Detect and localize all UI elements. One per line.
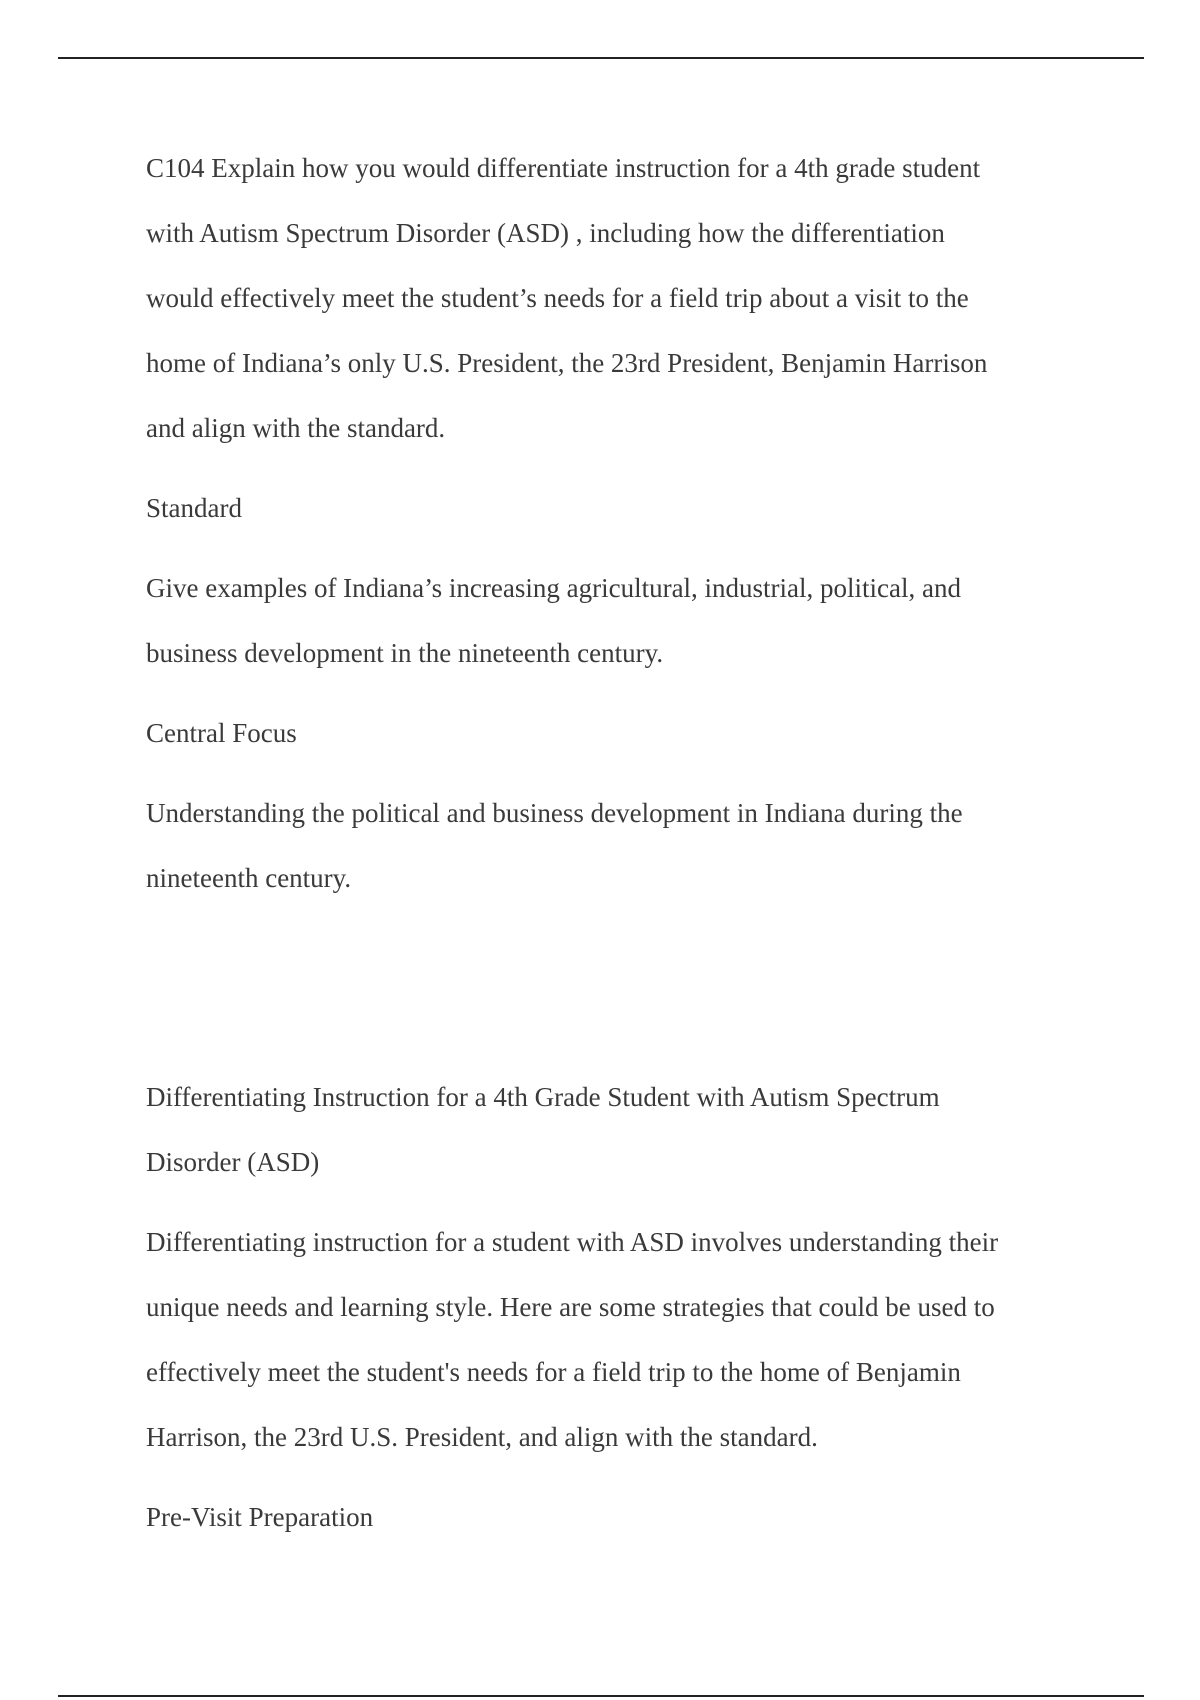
intro-paragraph: Differentiating instruction for a student with ASD involves understanding their unique needs and learning style. Here are some strategies that could be used to effectively meet the student's needs for a field trip to the home of Benjamin Harrison, the 23rd U.S. President, and align with the standard.: [146, 1227, 999, 1452]
standard-text: Give examples of Indiana’s increasing agricultural, industrial, political, and business development in the nineteenth century.: [146, 573, 961, 668]
assignment-prompt: C104 Explain how you would differentiate instruction for a 4th grade student with Autism Spectrum Disorder (ASD) , including how the differentiation would effectively meet the student’s needs for a field trip about a visit to the home of Indiana’s only U.S. President, the 23rd President, Benjamin Harrison and align with the standard.: [146, 153, 988, 443]
pre-visit-heading: Pre-Visit Preparation: [146, 1502, 374, 1532]
central-focus-heading: Central Focus: [146, 718, 297, 748]
bottom-rule: [58, 1695, 1144, 1697]
section-title: Differentiating Instruction for a 4th Grade Student with Autism Spectrum Disorder (ASD): [146, 1082, 940, 1177]
standard-heading: Standard: [146, 493, 242, 523]
document-body: [146, 136, 1076, 1550]
central-focus-text: Understanding the political and business development in Indiana during the nineteenth century.: [146, 798, 963, 893]
top-rule: [58, 57, 1144, 59]
